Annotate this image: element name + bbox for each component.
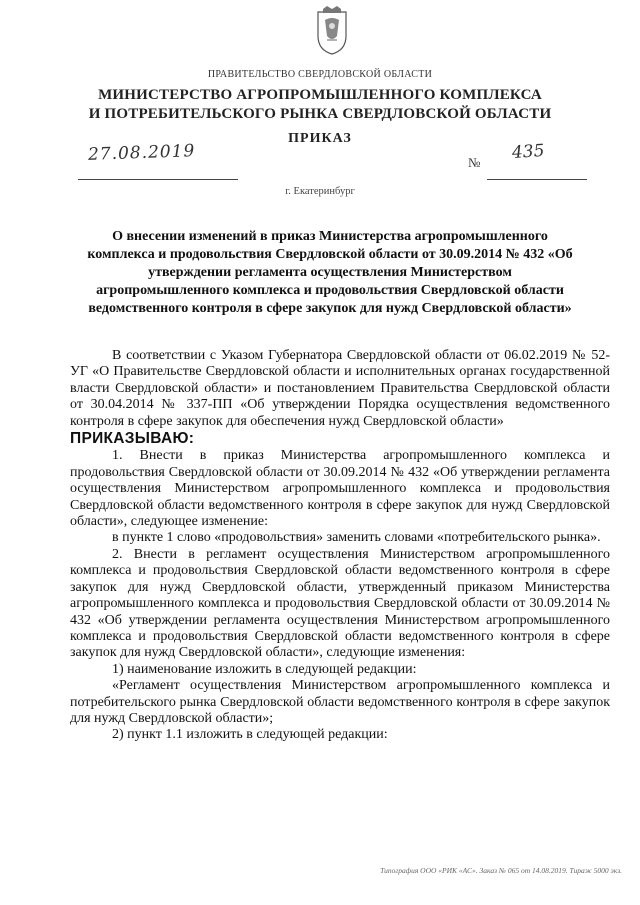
coat-of-arms-icon [315, 6, 349, 56]
item-2-sub1-paragraph: 1) наименование изложить в следующей редакции: [112, 661, 417, 677]
item-1-paragraph: 1. Внести в приказ Министерства агропромышленного комплекса и продовольствия Свердловской области от 30.09.2014 № 432 «Об утверждении регламента осуществления Министерством агропромышленного комплекса и продовольствия Свердловской области ведомственного контроля в сфере закупок для нужд Свердловской области», следующее изменение: [70, 448, 610, 530]
handwritten-number: 435 [511, 140, 546, 164]
document-title: О внесении изменений в приказ Министерства агропромышленного комплекса и продовольствия Свердловской области от 30.09.2014 № 432 «Об утверждении регламента осуществления Министерством агропромышленного комплекса и продовольствия Свердловской области ведомственного контроля в сфере закупок для нужд Свердловской области» [87, 229, 573, 316]
ministry-name-line1: МИНИСТЕРСТВО АГРОПРОМЫШЛЕННОГО КОМПЛЕКСА [98, 87, 542, 103]
number-label: № [468, 155, 481, 170]
item-2-sub1-text-paragraph: «Регламент осуществления Министерством агропромышленного комплекса и потребительского рынка Свердловской области ведомственного контроля в сфере закупок для нужд Свердловской области»; [70, 678, 610, 726]
printing-footer: Типография ООО «РИК «АС». Заказ № 065 от 14.08.2019. Тираж 5000 экз. [380, 866, 622, 875]
preamble-paragraph: В соответствии с Указом Губернатора Свердловской области от 06.02.2019 № 52-УГ «О Правительстве Свердловской области и исполнительных органах государственной власти Свердловской области» и постановлением Правительства Свердловской области от 30.04.2014 № 337-ПП «Об утверждении Порядка осуществления ведомственного контроля в сфере закупок для обеспечения нужд Свердловской области» [70, 348, 610, 429]
number-underline [487, 161, 587, 180]
document-body [70, 348, 610, 744]
government-name: ПРАВИТЕЛЬСТВО СВЕРДЛОВСКОЙ ОБЛАСТИ [207, 69, 433, 80]
item-1-change-paragraph: в пункте 1 слово «продовольствия» заменить словами «потребительского рынка». [112, 530, 601, 546]
item-2-sub2-paragraph: 2) пункт 1.1 изложить в следующей редакции: [112, 727, 388, 743]
city-name: г. Екатеринбург [285, 186, 355, 197]
ministry-name [0, 86, 640, 124]
handwritten-date: 27.08.2019 [87, 141, 196, 165]
document-type: ПРИКАЗ [288, 131, 352, 146]
item-2-paragraph: 2. Внести в регламент осуществления Министерством агропромышленного комплекса и продовольствия Свердловской области ведомственного контроля в сфере закупок для нужд Свердловской области, утвержденный приказом Министерства агропромышленного комплекса и продовольствия Свердловской области от 30.09.2014 № 432 «Об утверждении регламента осуществления Министерством агропромышленного комплекса и продовольствия Свердловской области ведомственного контроля в сфере закупок для нужд Свердловской области», следующие изменения: [70, 546, 610, 661]
decree-word: ПРИКАЗЫВАЮ: [70, 430, 195, 448]
ministry-name-line2: И ПОТРЕБИТЕЛЬСКОГО РЫНКА СВЕРДЛОВСКОЙ ОБЛАСТИ [88, 106, 552, 122]
